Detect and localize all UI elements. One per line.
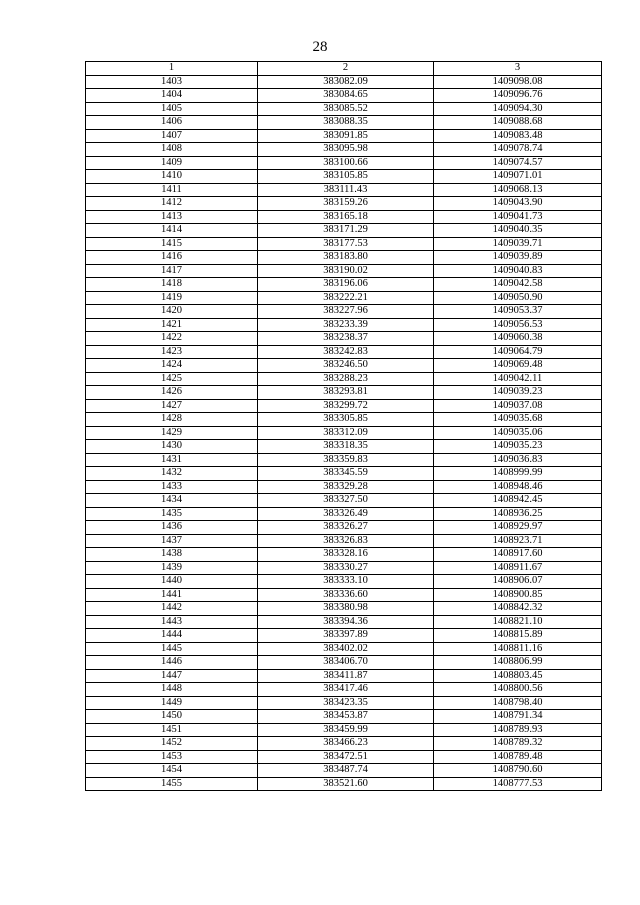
coordinate-y-cell: 1408999.99 [434,467,602,481]
coordinate-x-cell: 383423.35 [258,696,434,710]
coordinate-y-cell: 1409043.90 [434,197,602,211]
point-number-cell: 1447 [86,669,258,683]
table-row [86,372,602,386]
coordinate-y-cell: 1409096.76 [434,89,602,103]
coordinate-x-cell: 383487.74 [258,764,434,778]
point-number-cell: 1410 [86,170,258,184]
coordinate-y-cell: 1409050.90 [434,291,602,305]
coordinate-y-cell: 1409098.08 [434,75,602,89]
table-row [86,386,602,400]
point-number-cell: 1415 [86,237,258,251]
point-number-cell: 1439 [86,561,258,575]
coordinate-x-cell: 383521.60 [258,777,434,791]
coordinate-y-cell: 1409042.11 [434,372,602,386]
coordinate-y-cell: 1409035.06 [434,426,602,440]
coordinate-x-cell: 383327.50 [258,494,434,508]
table-row [86,237,602,251]
point-number-cell: 1419 [86,291,258,305]
point-number-cell: 1437 [86,534,258,548]
coordinate-x-cell: 383472.51 [258,750,434,764]
coordinate-x-cell: 383329.28 [258,480,434,494]
coordinate-x-cell: 383402.02 [258,642,434,656]
table-header [86,62,602,76]
coordinate-x-cell: 383394.36 [258,615,434,629]
table-row [86,507,602,521]
coordinate-x-cell: 383246.50 [258,359,434,373]
point-number-cell: 1426 [86,386,258,400]
table-row [86,548,602,562]
table-row [86,521,602,535]
coordinate-x-cell: 383082.09 [258,75,434,89]
coordinate-x-cell: 383222.21 [258,291,434,305]
point-number-cell: 1436 [86,521,258,535]
table-row [86,332,602,346]
point-number-cell: 1417 [86,264,258,278]
coordinate-x-cell: 383411.87 [258,669,434,683]
point-number-cell: 1431 [86,453,258,467]
point-number-cell: 1452 [86,737,258,751]
table-row [86,170,602,184]
coordinates-table [85,61,602,791]
point-number-cell: 1420 [86,305,258,319]
point-number-cell: 1412 [86,197,258,211]
point-number-cell: 1454 [86,764,258,778]
point-number-cell: 1414 [86,224,258,238]
table-row [86,750,602,764]
table-row [86,75,602,89]
point-number-cell: 1443 [86,615,258,629]
coordinate-x-cell: 383312.09 [258,426,434,440]
table-row [86,318,602,332]
table-row [86,494,602,508]
table-row [86,440,602,454]
table-row [86,534,602,548]
coordinate-x-cell: 383100.66 [258,156,434,170]
table-row [86,737,602,751]
coordinate-x-cell: 383171.29 [258,224,434,238]
coordinate-y-cell: 1408911.67 [434,561,602,575]
table-row [86,629,602,643]
table-row [86,278,602,292]
table-row [86,89,602,103]
coordinate-y-cell: 1408806.99 [434,656,602,670]
coordinate-x-cell: 383091.85 [258,129,434,143]
coordinate-y-cell: 1408936.25 [434,507,602,521]
coordinate-y-cell: 1409078.74 [434,143,602,157]
point-number-cell: 1453 [86,750,258,764]
coordinate-y-cell: 1409056.53 [434,318,602,332]
table-row [86,480,602,494]
table-row [86,710,602,724]
table-row [86,210,602,224]
point-number-cell: 1425 [86,372,258,386]
point-number-cell: 1432 [86,467,258,481]
coordinate-x-cell: 383326.27 [258,521,434,535]
header-row [86,62,602,76]
table-row [86,359,602,373]
table-row [86,777,602,791]
table-row [86,426,602,440]
coordinate-x-cell: 383305.85 [258,413,434,427]
table-row [86,602,602,616]
table-row [86,224,602,238]
coordinate-y-cell: 1408917.60 [434,548,602,562]
coordinate-y-cell: 1408948.46 [434,480,602,494]
point-number-cell: 1438 [86,548,258,562]
coordinate-x-cell: 383417.46 [258,683,434,697]
coordinate-x-cell: 383345.59 [258,467,434,481]
coordinate-y-cell: 1409035.68 [434,413,602,427]
coordinate-x-cell: 383333.10 [258,575,434,589]
coordinate-y-cell: 1409040.83 [434,264,602,278]
point-number-cell: 1404 [86,89,258,103]
coordinate-y-cell: 1408800.56 [434,683,602,697]
table-row [86,656,602,670]
coordinate-y-cell: 1409039.71 [434,237,602,251]
point-number-cell: 1405 [86,102,258,116]
point-number-cell: 1423 [86,345,258,359]
coordinate-x-cell: 383177.53 [258,237,434,251]
point-number-cell: 1407 [86,129,258,143]
coordinate-y-cell: 1409037.08 [434,399,602,413]
coordinate-x-cell: 383293.81 [258,386,434,400]
coordinate-y-cell: 1408821.10 [434,615,602,629]
table-row [86,413,602,427]
table-row [86,143,602,157]
coordinate-y-cell: 1408811.16 [434,642,602,656]
table-row [86,116,602,130]
coordinate-y-cell: 1408803.45 [434,669,602,683]
table-row [86,129,602,143]
point-number-cell: 1427 [86,399,258,413]
point-number-cell: 1451 [86,723,258,737]
table-body [86,75,602,791]
table-row [86,251,602,265]
table-row [86,291,602,305]
coordinate-y-cell: 1408790.60 [434,764,602,778]
coordinate-x-cell: 383326.49 [258,507,434,521]
coordinate-x-cell: 383190.02 [258,264,434,278]
coordinate-y-cell: 1408789.48 [434,750,602,764]
coordinate-y-cell: 1409088.68 [434,116,602,130]
coordinate-y-cell: 1408906.07 [434,575,602,589]
coordinate-x-cell: 383336.60 [258,588,434,602]
point-number-cell: 1422 [86,332,258,346]
coordinate-y-cell: 1408929.97 [434,521,602,535]
point-number-cell: 1433 [86,480,258,494]
coordinate-y-cell: 1408789.32 [434,737,602,751]
point-number-cell: 1424 [86,359,258,373]
table-row [86,156,602,170]
table-row [86,696,602,710]
point-number-cell: 1430 [86,440,258,454]
column-header-3: 3 [434,62,602,76]
point-number-cell: 1413 [86,210,258,224]
coordinate-y-cell: 1409083.48 [434,129,602,143]
table-row [86,561,602,575]
coordinate-y-cell: 1409036.83 [434,453,602,467]
coordinate-x-cell: 383111.43 [258,183,434,197]
coordinate-y-cell: 1409039.89 [434,251,602,265]
point-number-cell: 1434 [86,494,258,508]
table-row [86,615,602,629]
table-row [86,305,602,319]
coordinate-y-cell: 1409041.73 [434,210,602,224]
coordinate-x-cell: 383359.83 [258,453,434,467]
point-number-cell: 1416 [86,251,258,265]
coordinate-y-cell: 1409060.38 [434,332,602,346]
coordinate-x-cell: 383165.18 [258,210,434,224]
coordinate-x-cell: 383196.06 [258,278,434,292]
coordinate-y-cell: 1408942.45 [434,494,602,508]
coordinate-y-cell: 1409035.23 [434,440,602,454]
coordinate-x-cell: 383227.96 [258,305,434,319]
point-number-cell: 1409 [86,156,258,170]
coordinate-x-cell: 383330.27 [258,561,434,575]
table-row [86,723,602,737]
coordinate-x-cell: 383397.89 [258,629,434,643]
table-row [86,345,602,359]
coordinate-x-cell: 383326.83 [258,534,434,548]
coordinate-y-cell: 1408815.89 [434,629,602,643]
coordinate-y-cell: 1408842.32 [434,602,602,616]
point-number-cell: 1435 [86,507,258,521]
point-number-cell: 1448 [86,683,258,697]
coordinate-x-cell: 383328.16 [258,548,434,562]
coordinate-y-cell: 1408798.40 [434,696,602,710]
point-number-cell: 1408 [86,143,258,157]
coordinate-x-cell: 383183.80 [258,251,434,265]
coordinate-y-cell: 1409053.37 [434,305,602,319]
point-number-cell: 1428 [86,413,258,427]
coordinate-y-cell: 1409040.35 [434,224,602,238]
coordinate-x-cell: 383159.26 [258,197,434,211]
point-number-cell: 1444 [86,629,258,643]
point-number-cell: 1421 [86,318,258,332]
coordinate-x-cell: 383084.65 [258,89,434,103]
point-number-cell: 1429 [86,426,258,440]
coordinate-x-cell: 383242.83 [258,345,434,359]
table-row [86,588,602,602]
coordinate-x-cell: 383288.23 [258,372,434,386]
coordinate-x-cell: 383085.52 [258,102,434,116]
coordinate-y-cell: 1409071.01 [434,170,602,184]
point-number-cell: 1442 [86,602,258,616]
table-row [86,642,602,656]
coordinate-y-cell: 1409074.57 [434,156,602,170]
coordinate-x-cell: 383105.85 [258,170,434,184]
table-row [86,453,602,467]
point-number-cell: 1418 [86,278,258,292]
coordinate-x-cell: 383233.39 [258,318,434,332]
page-number: 28 [312,39,328,55]
point-number-cell: 1445 [86,642,258,656]
coordinate-y-cell: 1409069.48 [434,359,602,373]
table-row [86,467,602,481]
table-row [86,669,602,683]
coordinate-y-cell: 1409068.13 [434,183,602,197]
point-number-cell: 1406 [86,116,258,130]
coordinate-y-cell: 1408789.93 [434,723,602,737]
coordinate-x-cell: 383459.99 [258,723,434,737]
coordinate-y-cell: 1408900.85 [434,588,602,602]
column-header-1: 1 [86,62,258,76]
point-number-cell: 1446 [86,656,258,670]
table-row [86,764,602,778]
coordinate-x-cell: 383466.23 [258,737,434,751]
coordinate-y-cell: 1409064.79 [434,345,602,359]
point-number-cell: 1411 [86,183,258,197]
table-row [86,575,602,589]
coordinate-y-cell: 1409039.23 [434,386,602,400]
point-number-cell: 1440 [86,575,258,589]
coordinate-y-cell: 1408791.34 [434,710,602,724]
coordinate-x-cell: 383453.87 [258,710,434,724]
column-header-2: 2 [258,62,434,76]
point-number-cell: 1455 [86,777,258,791]
coordinate-x-cell: 383238.37 [258,332,434,346]
point-number-cell: 1441 [86,588,258,602]
table-row [86,102,602,116]
coordinate-x-cell: 383318.35 [258,440,434,454]
coordinate-x-cell: 383088.35 [258,116,434,130]
coordinate-y-cell: 1409042.58 [434,278,602,292]
point-number-cell: 1403 [86,75,258,89]
coordinate-y-cell: 1409094.30 [434,102,602,116]
coordinate-y-cell: 1408923.71 [434,534,602,548]
coordinate-x-cell: 383095.98 [258,143,434,157]
point-number-cell: 1449 [86,696,258,710]
table-row [86,399,602,413]
table-row [86,264,602,278]
coordinate-y-cell: 1408777.53 [434,777,602,791]
table-row [86,183,602,197]
table-row [86,197,602,211]
table-row [86,683,602,697]
coordinate-x-cell: 383380.98 [258,602,434,616]
point-number-cell: 1450 [86,710,258,724]
coordinate-x-cell: 383299.72 [258,399,434,413]
coordinate-x-cell: 383406.70 [258,656,434,670]
